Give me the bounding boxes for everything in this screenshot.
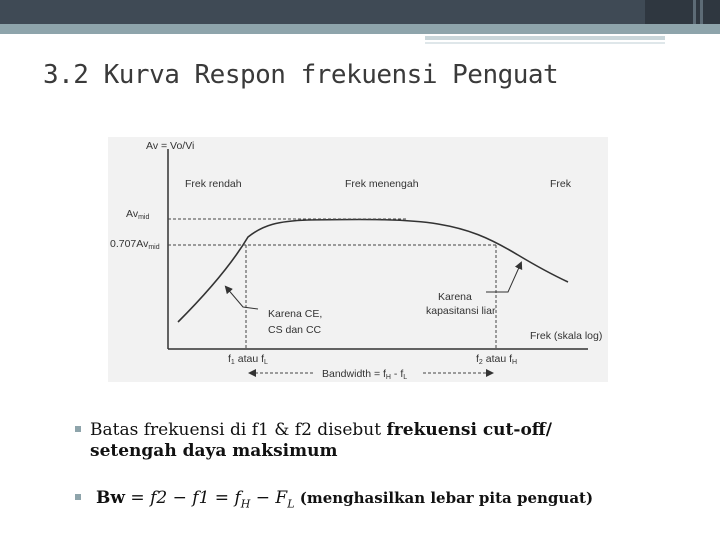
response-curve (178, 219, 568, 322)
banner-stripe (700, 0, 703, 24)
bullet-cutoff-text (90, 420, 552, 462)
response-diagram (108, 137, 608, 382)
slide-title: 3.2 Kurva Respon frekuensi Penguat (43, 60, 559, 90)
f1-label: f1 atau fL (228, 353, 268, 366)
accent-bar (0, 24, 720, 34)
arrow-left-note (226, 287, 258, 309)
label-mid-freq: Frek menengah (345, 178, 419, 190)
bw-description: (menghasilkan lebar pita penguat) (294, 489, 594, 507)
y-axis-label: Av = Vo/Vi (146, 140, 195, 152)
note-right-line1: Karena (438, 291, 472, 303)
bullet-marker (75, 426, 81, 432)
f2-label: f2 atau fH (476, 353, 518, 366)
frequency-response-figure (108, 137, 608, 382)
bandwidth-label: Bandwidth = fH - fL (322, 368, 408, 381)
bullet-bandwidth-text: $Bw = f2 - f1 = f_H - F_L$ (menghasilkan lebar pita penguat) (96, 488, 594, 511)
accent-line-thin (425, 42, 665, 44)
label-high-freq: Frek (550, 178, 571, 190)
arrow-right-note (486, 263, 521, 292)
label-low-freq: Frek rendah (185, 178, 242, 190)
top-banner (0, 0, 720, 24)
bullet-marker (75, 494, 81, 500)
note-left-line2: CS dan CC (268, 324, 322, 336)
note-right-line2: kapasitansi liar (426, 305, 496, 317)
av-0707-label: 0.707Avmid (110, 238, 160, 251)
av-mid-label: Avmid (126, 208, 150, 221)
bullet-text-bold: frekuensi cut-off/ (386, 420, 552, 440)
x-axis-label: Frek (skala log) (530, 330, 603, 342)
accent-line (425, 36, 665, 40)
banner-block (645, 0, 720, 24)
bullet-text-bold-line2: setengah daya maksimum (90, 441, 338, 461)
bullet-text-normal: Batas frekuensi di f1 & f2 disebut (90, 420, 387, 440)
note-left-line1: Karena CE, (268, 308, 323, 320)
bw-symbol: Bw (96, 488, 126, 508)
banner-stripe (693, 0, 696, 24)
